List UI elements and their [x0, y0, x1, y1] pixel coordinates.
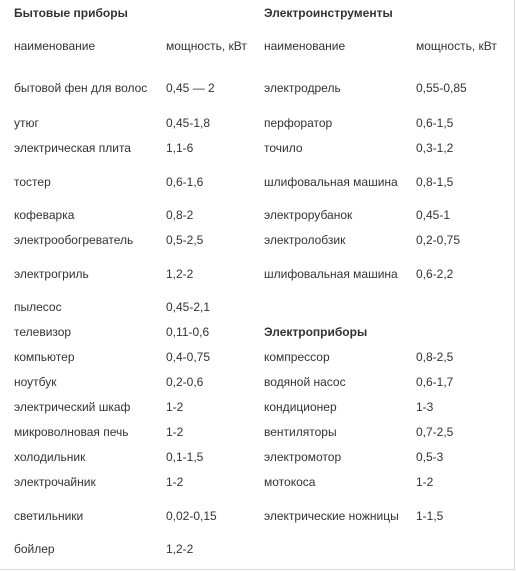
appliance-power: 0,02-0,15 [166, 508, 217, 523]
device-power: 1-2 [416, 475, 434, 489]
appliance-name: электрообогреватель [14, 233, 134, 247]
tool-power: 0,8-1,5 [416, 174, 454, 189]
appliance-power: 0,1-1,5 [166, 450, 204, 464]
empty-cell [408, 0, 506, 26]
appliance-name: ноутбук [14, 375, 57, 389]
device-name: вентиляторы [264, 425, 337, 439]
table-row [6, 136, 506, 161]
appliance-name: бытовой фен для волос [14, 81, 148, 95]
appliance-name: электрическая плита [14, 141, 131, 155]
tool-power: 0,6-2,2 [416, 266, 454, 281]
device-name: водяной насос [264, 375, 346, 389]
tool-power: 0,3-1,2 [416, 141, 454, 155]
appliance-name: микроволновая печь [14, 425, 129, 439]
table-row [6, 495, 506, 537]
table-row [6, 470, 506, 495]
appliance-name: пылесос [14, 300, 62, 314]
table-row [6, 203, 506, 228]
appliance-name: компьютер [14, 350, 75, 364]
device-power: 0,5-3 [416, 450, 444, 464]
column-header-power: мощность, кВт [166, 38, 247, 53]
appliance-name: тостер [14, 174, 51, 189]
table-row [6, 295, 506, 320]
tool-name: электролобзик [264, 233, 346, 247]
appliance-power: 1,2-2 [166, 542, 194, 556]
empty-cell [158, 0, 256, 26]
empty-cell [408, 320, 506, 345]
table-row [6, 66, 506, 111]
empty-cell [408, 295, 506, 320]
appliance-name: электрочайник [14, 475, 96, 489]
section-title-tools: Электроинструменты [264, 5, 393, 20]
tool-power: 0,55-0,85 [416, 81, 467, 95]
tool-power: 0,2-0,75 [416, 233, 461, 247]
table-row [6, 395, 506, 420]
table-row [6, 445, 506, 470]
power-table [6, 0, 506, 562]
appliance-power: 0,11-0,6 [166, 325, 210, 339]
column-header-name: наименование [14, 38, 96, 53]
appliance-name: утюг [14, 116, 39, 130]
section-title-household: Бытовые приборы [14, 5, 128, 20]
empty-cell [256, 295, 408, 320]
table-row [6, 161, 506, 203]
tool-name: шлифовальная машина [264, 266, 398, 281]
appliance-power: 0,6-1,6 [166, 174, 204, 189]
device-name: электромотор [264, 450, 342, 464]
appliance-power: 1-2 [166, 425, 184, 439]
empty-cell [256, 537, 408, 562]
appliance-power: 1,2-2 [166, 266, 194, 281]
appliance-power: 1,1-6 [166, 141, 194, 155]
table-row [6, 345, 506, 370]
appliance-power: 0,45-1,8 [166, 116, 211, 130]
table-row [6, 370, 506, 395]
tool-name: точило [264, 141, 303, 155]
device-power: 1-3 [416, 400, 434, 414]
appliance-name: кофеварка [14, 208, 75, 222]
tool-name: электродрель [264, 81, 341, 95]
device-name: компрессор [264, 350, 330, 364]
device-power: 0,7-2,5 [416, 425, 454, 439]
table-row [6, 228, 506, 253]
table-row [6, 420, 506, 445]
appliance-power: 0,8-2 [166, 208, 194, 222]
appliance-name: электрогриль [14, 266, 89, 281]
appliance-name: бойлер [14, 542, 55, 556]
appliance-power: 0,45 — 2 [166, 81, 215, 95]
tool-name: шлифовальная машина [264, 174, 398, 189]
table-row [6, 253, 506, 295]
appliance-power: 0,45-2,1 [166, 300, 211, 314]
table-row [6, 111, 506, 136]
tool-power: 0,6-1,5 [416, 116, 454, 130]
tool-name: электрорубанок [264, 208, 353, 222]
device-name: электрические ножницы [264, 508, 399, 523]
appliance-name: электрический шкаф [14, 400, 131, 414]
appliance-power: 1-2 [166, 475, 184, 489]
empty-cell [408, 537, 506, 562]
table-row [6, 537, 506, 562]
appliance-power: 0,5-2,5 [166, 233, 204, 247]
appliance-name: светильники [14, 508, 84, 523]
device-power: 0,8-2,5 [416, 350, 454, 364]
appliance-power: 0,4-0,75 [166, 350, 211, 364]
table-row [6, 0, 506, 26]
device-power: 0,6-1,7 [416, 375, 454, 389]
device-name: кондиционер [264, 400, 337, 414]
table-row [6, 320, 506, 345]
tool-name: перфоратор [264, 116, 333, 130]
device-name: мотокоса [264, 475, 316, 489]
column-header-name: наименование [264, 38, 346, 53]
appliance-power: 1-2 [166, 400, 184, 414]
column-header-power: мощность, кВт [416, 38, 497, 53]
appliance-name: холодильник [14, 450, 86, 464]
appliance-power: 0,2-0,6 [166, 375, 204, 389]
tool-power: 0,45-1 [416, 208, 451, 222]
table-row [6, 26, 506, 66]
section-title-devices: Электроприборы [264, 325, 368, 339]
appliance-name: телевизор [14, 325, 72, 339]
device-power: 1-1,5 [416, 508, 444, 523]
